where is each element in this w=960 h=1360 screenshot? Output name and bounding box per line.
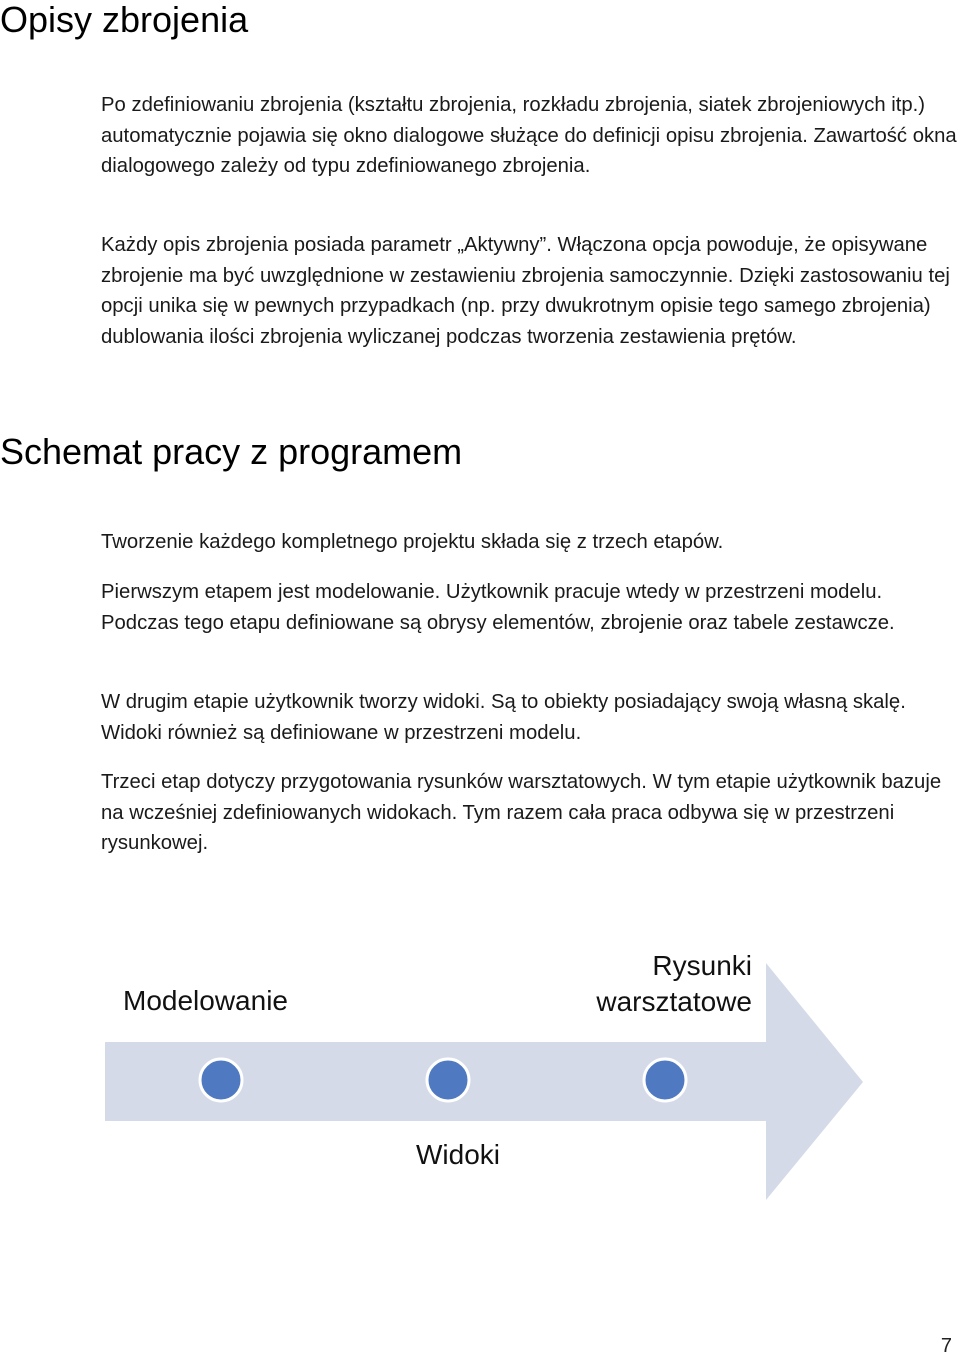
paragraph-stage-drawings: Trzeci etap dotyczy przygotowania rysunków warsztatowych. W tym etapie użytkownik bazuje na wcześniej zdefiniowanych widokach. Tym razem cała praca odbywa się w przestrzeni rysunkowej.	[101, 771, 942, 854]
paragraph-stage-views: W drugim etapie użytkownik tworzy widoki. Są to obiekty posiadający swoją własną skalę. Widoki również są definiowane w przestrzeni modelu.	[101, 691, 906, 744]
step-label-rysunki-warsztatowe: Rysunki warsztatowe	[596, 950, 752, 1017]
section-heading-schemat-pracy: Schemat pracy z programem	[0, 431, 463, 472]
step-node-modelowanie	[200, 1059, 242, 1101]
step-node-widoki	[427, 1059, 469, 1101]
step-label-modelowanie: Modelowanie	[123, 985, 288, 1016]
paragraph-aktywny-parameter: Każdy opis zbrojenia posiada parametr „Aktywny”. Włączona opcja powoduje, że opisywane zbrojenie ma być uwzględnione w zestawieniu zbrojenia samoczynnie. Dzięki zastosowaniu tej opcji unika się w pewnych przypadkach (np. przy dwukrotnym opisie tego samego zbrojenia) dublowania ilości zbrojenia wyliczanej podczas tworzenia zestawienia prętów.	[101, 234, 950, 348]
step-label-widoki: Widoki	[416, 1139, 501, 1170]
paragraph-stage-modeling: Pierwszym etapem jest modelowanie. Użytkownik pracuje wtedy w przestrzeni modelu. Podczas tego etapu definiowane są obrysy elementów, zbrojenie oraz tabele zestawcze.	[101, 581, 895, 634]
page-number: 7	[940, 1335, 952, 1357]
paragraph-three-stages: Tworzenie każdego kompletnego projektu składa się z trzech etapów.	[101, 531, 724, 553]
paragraph-dialog-description: Po zdefiniowaniu zbrojenia (kształtu zbrojenia, rozkładu zbrojenia, siatek zbrojeniowych itp.) automatycznie pojawia się okno dialogowe służące do definicji opisu zbrojenia. Zawartość okna dialogowego zależy od typu zdefiniowanego zbrojenia.	[101, 94, 957, 177]
step-node-rysunki	[644, 1059, 686, 1101]
section-heading-opisy-zbrojenia: Opisy zbrojenia	[0, 0, 249, 40]
